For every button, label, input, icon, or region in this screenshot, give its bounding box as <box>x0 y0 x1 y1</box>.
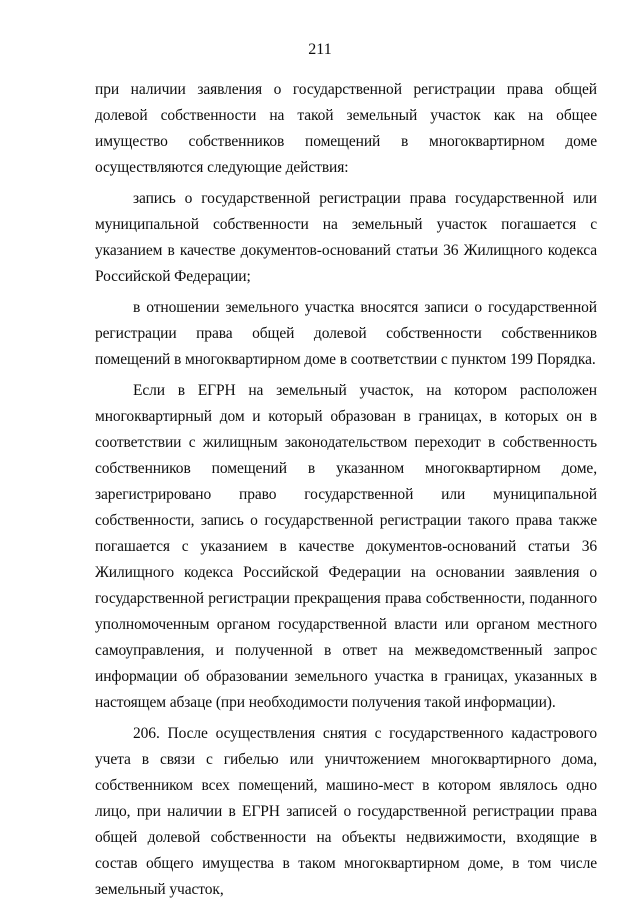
paragraph-egrn-land-plot: Если в ЕГРН на земельный участок, на котором расположен многоквартирный дом и который образован в границах, в которых он в соответствии с жилищным законодательством переходит в собственность собственников помещений в указанном многоквартирном доме, зарегистрировано право государственной или муниципальной собственности, запись о государственной регистрации такого права также погашается с указанием в качестве документов-оснований статьи 36 Жилищного кодекса Российской Федерации на основании заявления о государственной регистрации прекращения права собственности, поданного уполномоченным органом государственной власти или органом местного самоуправления, и полученной в ответ на межведомственный запрос информации об образовании земельного участка в границах, указанных в настоящем абзаце (при необходимости получения такой информации). <box>95 382 597 711</box>
page-number: 211 <box>308 41 332 58</box>
paragraph-record-cancellation: запись о государственной регистрации права государственной или муниципальной собственности на земельный участок погашается с указанием в качестве документов-оснований статьи 36 Жилищного кодекса Российской Федерации; <box>95 190 597 285</box>
paragraph-continuation: при наличии заявления о государственной регистрации права общей долевой собственности на такой земельный участок как на общее имущество собственников помещений в многоквартирном доме осуществляются следующие действия: <box>95 81 597 176</box>
document-body <box>95 77 597 903</box>
paragraph-shared-ownership-records: в отношении земельного участка вносятся записи о государственной регистрации права общей долевой собственности собственников помещений в многоквартирном доме в соответствии с пунктом 199 Порядка. <box>95 299 597 368</box>
paragraph-clause-206: 206. После осуществления снятия с государственного кадастрового учета в связи с гибелью или уничтожением многоквартирного дома, собственником всех помещений, машино-мест в котором являлось одно лицо, при наличии в ЕГРН записей о государственной регистрации права общей долевой собственности на объекты недвижимости, входящие в состав общего имущества в таком многоквартирном доме, в том числе земельный участок, <box>95 725 597 898</box>
